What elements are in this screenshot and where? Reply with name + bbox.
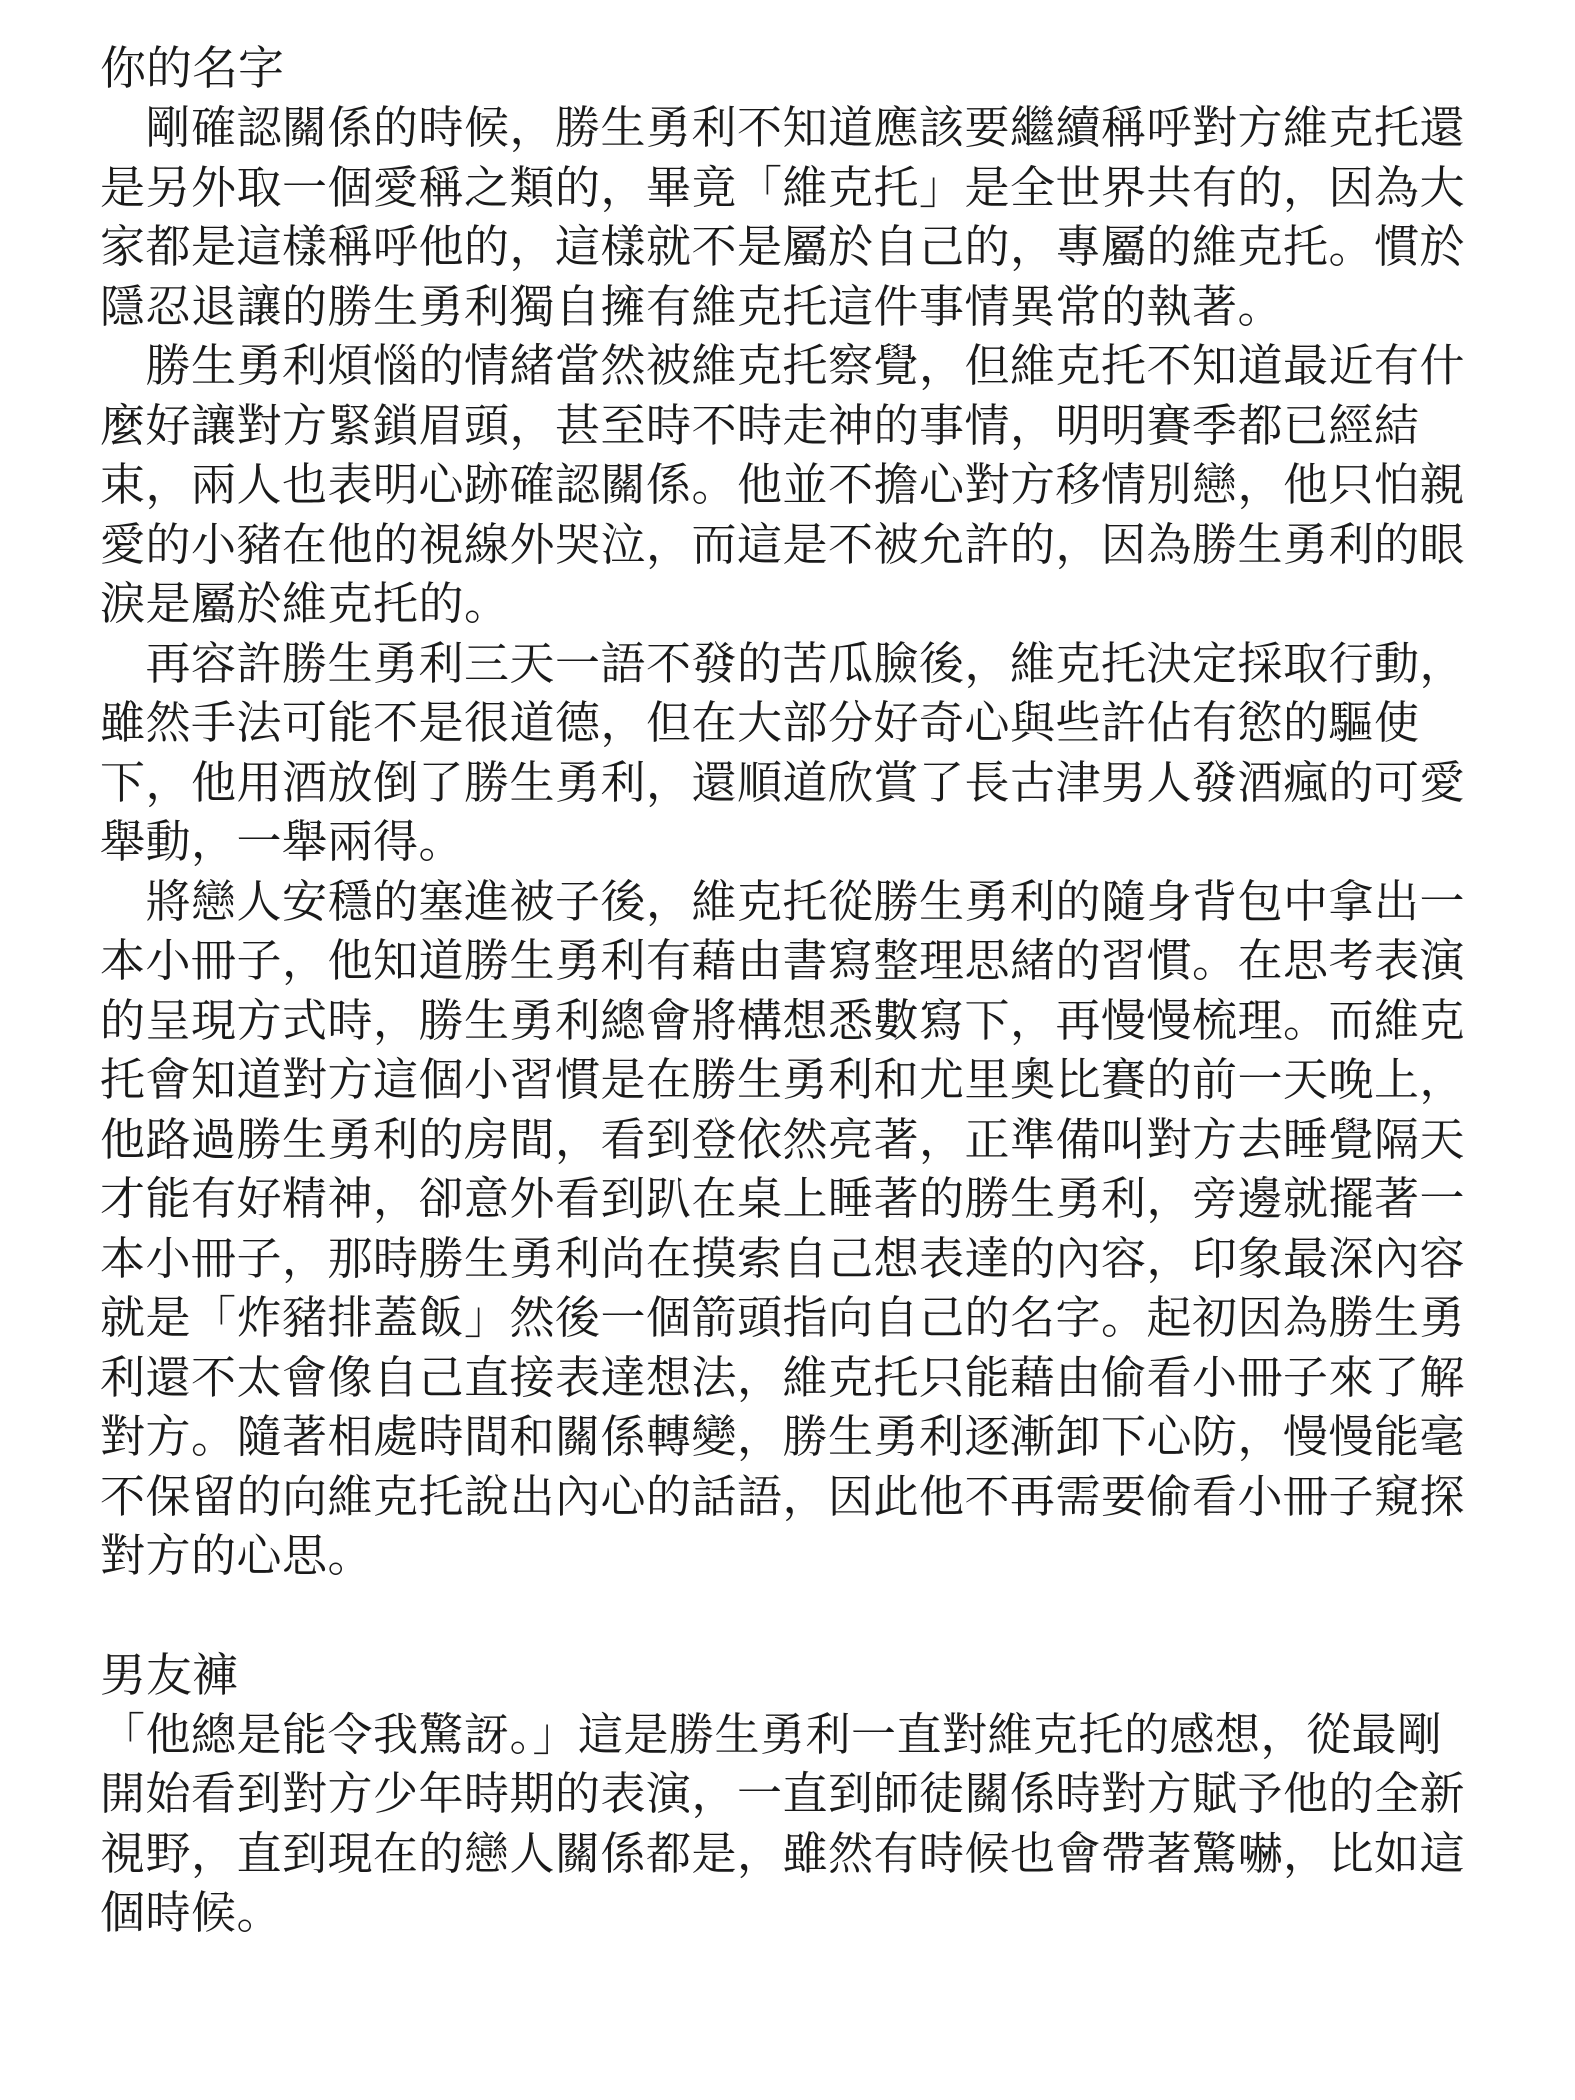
- paragraph: 「他總是能令我驚訝。」這是勝生勇利一直對維克托的感想，從最剛開始看到對方少年時期的表演，一直到師徒關係時對方賦予他的全新視野，直到現在的戀人關係都是，雖然有時候也會帶著驚嚇，比如這個時候。: [100, 1707, 1466, 1939]
- section-title-boyfriend-pants: 男友褲: [100, 1647, 238, 1702]
- paragraph: 再容許勝生勇利三天一語不發的苦瓜臉後，維克托決定採取行動，雖然手法可能不是很道德，但在大部分好奇心與些許佔有慾的驅使下，他用酒放倒了勝生勇利，還順道欣賞了長古津男人發酒瘋的可愛舉動，一舉兩得。: [100, 636, 1466, 868]
- document-page: [100, 38, 1472, 1943]
- paragraph: 剛確認關係的時候，勝生勇利不知道應該要繼續稱呼對方維克托還是另外取一個愛稱之類的，畢竟「維克托」是全世界共有的，因為大家都是這樣稱呼他的，這樣就不是屬於自己的，專屬的維克托。慣於隱忍退讓的勝生勇利獨自擁有維克托這件事情異常的執著。: [100, 101, 1466, 333]
- section-title-your-name: 你的名字: [100, 41, 284, 95]
- paragraph: 將戀人安穩的塞進被子後，維克托從勝生勇利的隨身背包中拿出一本小冊子，他知道勝生勇利有藉由書寫整理思緒的習慣。在思考表演的呈現方式時，勝生勇利總會將構想悉數寫下，再慢慢梳理。而維克托會知道對方這個小習慣是在勝生勇利和尤里奧比賽的前一天晚上，他路過勝生勇利的房間，看到登依然亮著，正準備叫對方去睡覺隔天才能有好精神，卻意外看到趴在桌上睡著的勝生勇利，旁邊就擺著一本小冊子，那時勝生勇利尚在摸索自己想表達的內容，印象最深內容就是「炸豬排蓋飯」然後一個箭頭指向自己的名字。起初因為勝生勇利還不太會像自己直接表達想法，維克托只能藉由偷看小冊子來了解對方。隨著相處時間和關係轉變，勝生勇利逐漸卸下心防，慢慢能毫不保留的向維克托說出內心的話語，因此他不再需要偷看小冊子窺探對方的心思。: [100, 874, 1466, 1582]
- section-divider-space: [100, 1586, 1472, 1645]
- paragraph: 勝生勇利煩惱的情緒當然被維克托察覺，但維克托不知道最近有什麼好讓對方緊鎖眉頭，甚至時不時走神的事情，明明賽季都已經結束，兩人也表明心跡確認關係。他並不擔心對方移情別戀，他只怕親愛的小豬在他的視線外哭泣，而這是不被允許的，因為勝生勇利的眼淚是屬於維克托的。: [100, 339, 1466, 630]
